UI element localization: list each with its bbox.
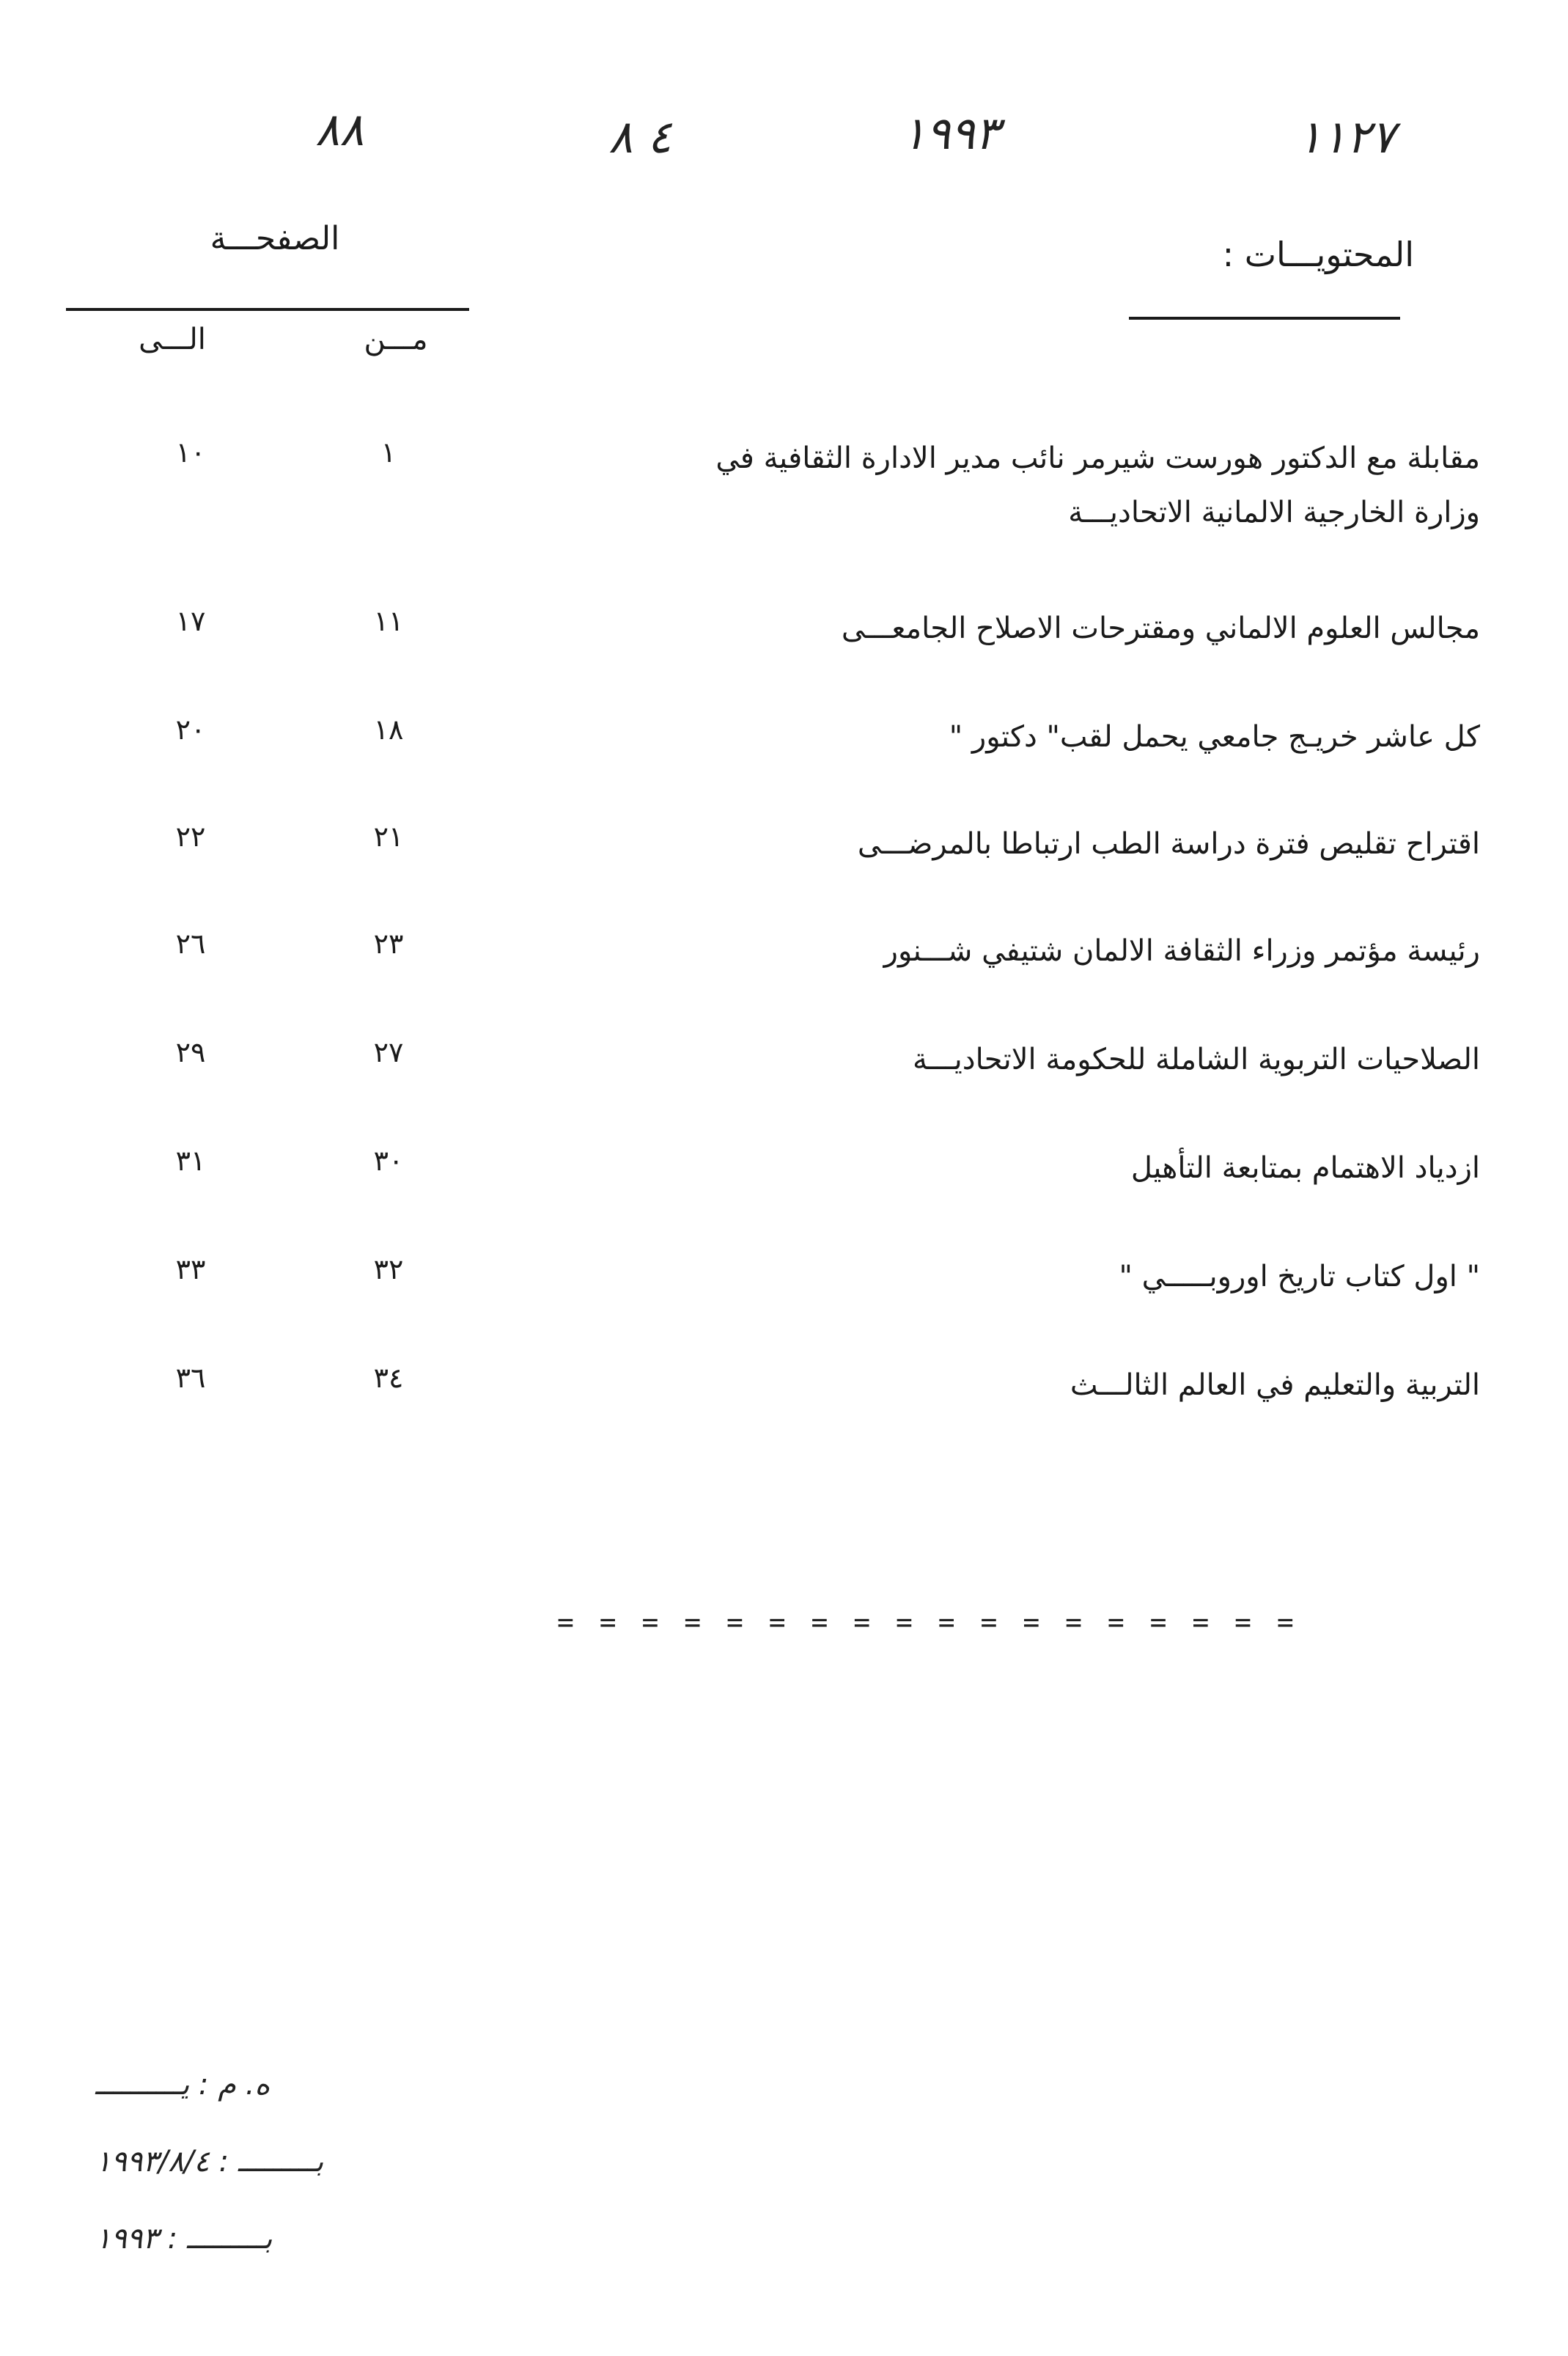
footer-note-line-2: بـــــــــ : ١٩٩٣/٨/٤: [95, 2145, 324, 2179]
toc-entry-title: رئيسة مؤتمر وزراء الثقافة الالمان شتيفي شـــنور: [883, 934, 1480, 968]
toc-entry-to: ٣١: [175, 1145, 206, 1177]
ref-left: ٨٨: [315, 103, 364, 156]
toc-entry-title: اقتراح تقليص فترة دراسة الطب ارتباطا بالمرضـــى: [857, 827, 1480, 861]
toc-entry-from: ٢٧: [373, 1036, 404, 1068]
page-heading: الصفحـــة: [210, 220, 340, 257]
ref-day-month: ٤ ٨: [608, 110, 672, 164]
to-heading: الـــى: [139, 323, 206, 356]
toc-entry-title: ازدياد الاهتمام بمتابعة التأهيل: [1130, 1151, 1480, 1185]
toc-entry-title: مجالس العلوم الالماني ومقترحات الاصلاح الجامعـــى: [841, 612, 1480, 645]
toc-entry-to: ٢٩: [175, 1036, 206, 1068]
contents-underline: [1129, 317, 1400, 320]
toc-entry-to: ١٧: [175, 605, 206, 637]
toc-entry-from: ١١: [373, 605, 404, 637]
toc-entry-from: ٣٢: [373, 1253, 404, 1285]
footer-note-line-1: ه. م : يــــــــــ: [95, 2068, 270, 2102]
page-heading-rule: [66, 308, 469, 311]
toc-entry-title: كل عاشر خريـج جامعي يحمل لقب" دكتور ": [949, 720, 1480, 754]
toc-entry-title: الصلاحيات التربوية الشاملة للحكومة الاتحاديـــة: [913, 1043, 1480, 1076]
toc-entry-from: ٣٤: [373, 1362, 404, 1394]
toc-entry-to: ١٠: [175, 436, 206, 469]
toc-entry-to: ٣٦: [175, 1362, 206, 1394]
toc-entry-to: ٣٣: [175, 1253, 206, 1285]
separator-line: = = = = = = = = = = = = = = = = = =: [557, 1606, 1298, 1638]
toc-entry-from: ٢١: [373, 821, 404, 853]
footer-note-line-3: بـــــــــ : ١٩٩٣: [95, 2222, 273, 2256]
toc-entry-from: ٣٠: [373, 1145, 404, 1177]
from-heading: مـــن: [364, 323, 428, 356]
toc-entry-from: ٢٣: [373, 928, 404, 960]
toc-entry-to: ٢٠: [175, 713, 206, 746]
ref-number: ١١٢٧: [1298, 110, 1396, 164]
toc-entry-title: مقابلة مع الدكتور هورست شيرمر نائب مدير الادارة الثقافية في وزارة الخارجية الالمانية الاتحاديـــة: [715, 441, 1480, 529]
toc-entry-to: ٢٢: [175, 821, 206, 853]
contents-heading: المحتويـــات :: [1222, 235, 1414, 274]
toc-entry-title: " اول كتاب تاريخ اوروبـــــي ": [1119, 1260, 1480, 1293]
toc-entry-to: ٢٦: [175, 928, 206, 960]
toc-entry-title: التربية والتعليم في العالم الثالـــث: [1070, 1368, 1480, 1402]
toc-entry-from: ١٨: [373, 713, 404, 746]
toc-entry-from: ١: [380, 436, 397, 469]
ref-year: ١٩٩٣: [902, 106, 1000, 160]
